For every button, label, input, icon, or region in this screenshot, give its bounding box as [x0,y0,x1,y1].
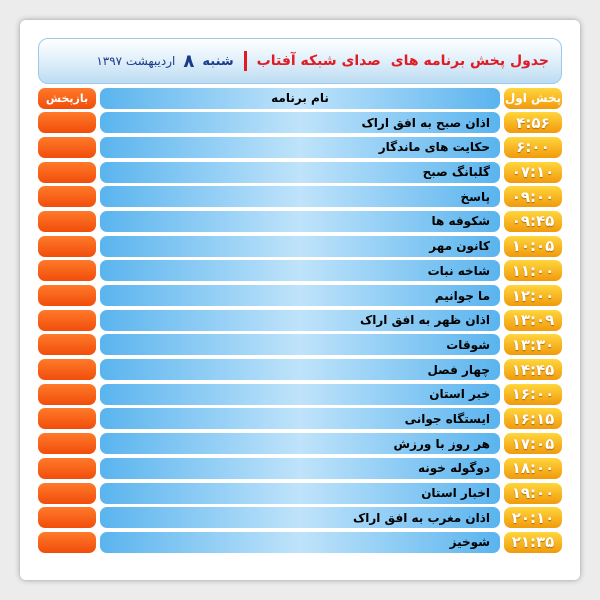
row-rerun-slot [38,186,96,207]
row-time: ۱۹:۰۰ [504,483,562,504]
row-time: ۱۷:۰۵ [504,433,562,454]
row-time: ۴:۵۶ [504,112,562,133]
table-row [38,284,562,309]
row-rerun-slot [38,260,96,281]
row-program: شوخیز [100,532,500,553]
table-row [38,530,562,555]
row-rerun-slot [38,408,96,429]
table-row [38,209,562,234]
row-rerun-slot [38,433,96,454]
header-title: جدول پخش برنامه های [390,53,549,69]
table-row [38,259,562,284]
column-header-program: نام برنامه [100,88,500,109]
table-row [38,407,562,432]
table-header-row [38,86,562,111]
row-program: خبر استان [100,384,500,405]
row-rerun-slot [38,483,96,504]
table-row [38,308,562,333]
row-time: ۱۳:۰۹ [504,310,562,331]
row-rerun-slot [38,532,96,553]
schedule-header [38,38,562,84]
row-program: شاخه نبات [100,260,500,281]
row-time: ۱۱:۰۰ [504,260,562,281]
schedule-card [20,20,580,580]
table-row [38,481,562,506]
row-rerun-slot [38,458,96,479]
row-rerun-slot [38,384,96,405]
table-row [38,382,562,407]
row-program: گلبانگ صبح [100,162,500,183]
row-rerun-slot [38,310,96,331]
table-row [38,111,562,136]
row-time: ۶:۰۰ [504,137,562,158]
column-header-rerun: بازپخش [38,88,96,109]
row-time: ۱۶:۱۵ [504,408,562,429]
row-program: ما جوانیم [100,285,500,306]
row-rerun-slot [38,162,96,183]
table-row [38,135,562,160]
header-day-name: شنبه [202,53,234,69]
row-rerun-slot [38,359,96,380]
row-rerun-slot [38,236,96,257]
row-program: اذان مغرب به افق اراک [100,507,500,528]
row-time: ۱۴:۴۵ [504,359,562,380]
row-time: ۰۹:۴۵ [504,211,562,232]
table-row [38,506,562,531]
row-time: ۱۰:۰۵ [504,236,562,257]
row-program: اخبار استان [100,483,500,504]
row-program: دوگوله خونه [100,458,500,479]
table-row [38,160,562,185]
row-time: ۱۸:۰۰ [504,458,562,479]
row-program: حکایت های ماندگار [100,137,500,158]
row-rerun-slot [38,211,96,232]
row-rerun-slot [38,112,96,133]
schedule-table [38,86,562,555]
table-row [38,456,562,481]
header-separator [244,51,247,71]
row-rerun-slot [38,137,96,158]
column-header-time: پخش اول [504,88,562,109]
row-rerun-slot [38,285,96,306]
row-time: ۱۳:۳۰ [504,334,562,355]
row-rerun-slot [38,334,96,355]
row-program: پاسخ [100,186,500,207]
row-program: شکوفه ها [100,211,500,232]
row-program: کانون مهر [100,236,500,257]
header-day-number: ۸ [183,50,195,72]
row-time: ۱۶:۰۰ [504,384,562,405]
table-row [38,333,562,358]
row-time: ۲۱:۳۵ [504,532,562,553]
row-program: اذان ظهر به افق اراک [100,310,500,331]
row-time: ۲۰:۱۰ [504,507,562,528]
row-time: ۱۲:۰۰ [504,285,562,306]
row-program: ایستگاه جوانی [100,408,500,429]
row-program: هر روز با ورزش [100,433,500,454]
table-row [38,185,562,210]
row-rerun-slot [38,507,96,528]
table-row [38,358,562,383]
header-month-year: اردیبهشت ۱۳۹۷ [96,54,176,68]
row-program: شوقات [100,334,500,355]
row-time: ۰۷:۱۰ [504,162,562,183]
row-time: ۰۹:۰۰ [504,186,562,207]
table-row [38,234,562,259]
row-program: چهار فصل [100,359,500,380]
table-row [38,432,562,457]
header-station: صدای شبکه آفتاب [256,53,381,69]
row-program: اذان صبح به افق اراک [100,112,500,133]
